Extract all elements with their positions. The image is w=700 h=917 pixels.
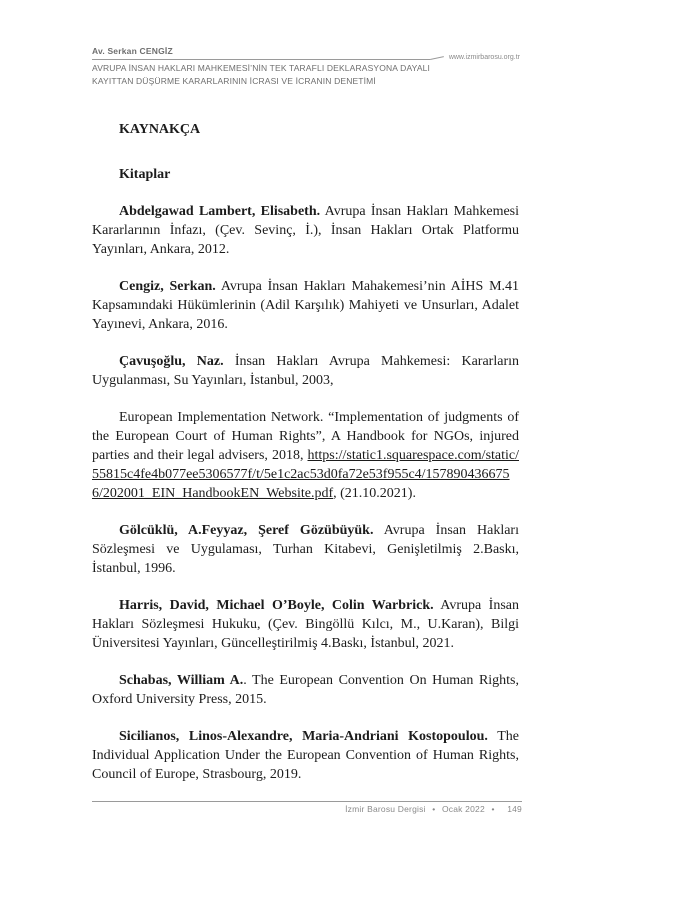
header-site-url: www.izmirbarosu.org.tr: [448, 54, 520, 61]
footer-bullet: •: [491, 804, 495, 814]
reference-author: Gölcüklü, A.Feyyaz, Şeref Gözübüyük.: [119, 523, 374, 538]
header-article-title: AVRUPA İNSAN HAKLARI MAHKEMESİ’NİN TEK TARAFLI DEKLARASYONA DAYALI KAYITTAN DÜŞÜRME KARARLARININ İCRASI VE İCRANIN DENETİMİ: [92, 63, 431, 86]
reference-entry: [92, 671, 519, 709]
reference-entry: [92, 277, 519, 334]
bibliography-body: [92, 112, 519, 784]
reference-entry: [92, 521, 519, 578]
reference-entry: [92, 352, 519, 390]
reference-entry: [92, 408, 519, 503]
reference-entry: [92, 596, 519, 653]
reference-text: Avrupa İnsan Hakları Mahakemesi’nin AİHS M.41 Kapsamındaki Hükümlerinin (Adil Karşılık) Mahiyeti ve Unsurları, Adalet Yayınevi, Ankara, 2016.: [92, 279, 520, 332]
header-author: Av. Serkan CENGİZ: [92, 46, 173, 56]
reference-author: Cengiz, Serkan.: [119, 279, 216, 294]
subsection-title: Kitaplar: [119, 167, 171, 182]
reference-text: Avrupa İnsan Hakları Sözleşmesi Hukuku, (Çev. Bingöllü Kılcı, M., U.Karan), Bilgi Üniversitesi Yayınları, Güncelleştirilmiş 4.Baskı, İstanbul, 2021.: [92, 598, 519, 651]
reference-entry: [92, 202, 519, 259]
reference-author: Abdelgawad Lambert, Elisabeth.: [119, 204, 321, 219]
reference-text: . The European Convention On Human Rights, Oxford University Press, 2015.: [92, 673, 520, 707]
reference-text: Avrupa İnsan Hakları Mahkemesi Kararlarının İnfazı, (Çev. Sevinç, İ.), İnsan Hakları Ortak Platformu Yayınları, Ankara, 2012.: [92, 204, 520, 257]
section-title: KAYNAKÇA: [119, 122, 201, 137]
reference-author: Harris, David, Michael O’Boyle, Colin Warbrick.: [119, 598, 434, 613]
page-number: 149: [507, 804, 522, 814]
footer-journal: İzmir Barosu Dergisi: [345, 804, 426, 814]
reference-text: European Implementation Network. “Implementation of judgments of the European Court of Human Rights”, A Handbook for NGOs, injured parties and their legal advisers, 2018,: [92, 410, 519, 463]
footer-issue: Ocak 2022: [441, 804, 485, 814]
reference-author: Sicilianos, Linos-Alexandre, Maria-Andriani Kostopoulou.: [119, 729, 488, 744]
reference-author: Çavuşoğlu, Naz.: [119, 354, 224, 369]
reference-author: Schabas, William A.: [119, 673, 244, 688]
running-header: [92, 46, 522, 86]
footer-rule: [92, 801, 522, 802]
reference-entry: [92, 727, 519, 784]
reference-text: İnsan Hakları Avrupa Mahkemesi: Kararların Uygulanması, Su Yayınları, İstanbul, 2003,: [92, 354, 519, 388]
footer-text: [341, 804, 522, 814]
header-rule-slant: [430, 56, 444, 60]
reference-text: The Individual Application Under the European Convention of Human Rights, Council of Europe, Strasbourg, 2019.: [92, 729, 519, 782]
footer-bullet: •: [432, 804, 436, 814]
header-rule: [92, 59, 430, 60]
reference-text: Avrupa İnsan Hakları Sözleşmesi ve Uygulaması, Turhan Kitabevi, Genişletilmiş 2.Baskı, İstanbul, 1996.: [92, 523, 519, 576]
reference-access-date: , (21.10.2021).: [333, 486, 416, 501]
reference-link[interactable]: https://static1.squarespace.com/static/55815c4fe4b077ee5306577f/t/5e1c2ac53d0fa72e53f955c4/1578904366756/202001_EIN_HandbookEN_Website.pdf: [92, 448, 519, 501]
